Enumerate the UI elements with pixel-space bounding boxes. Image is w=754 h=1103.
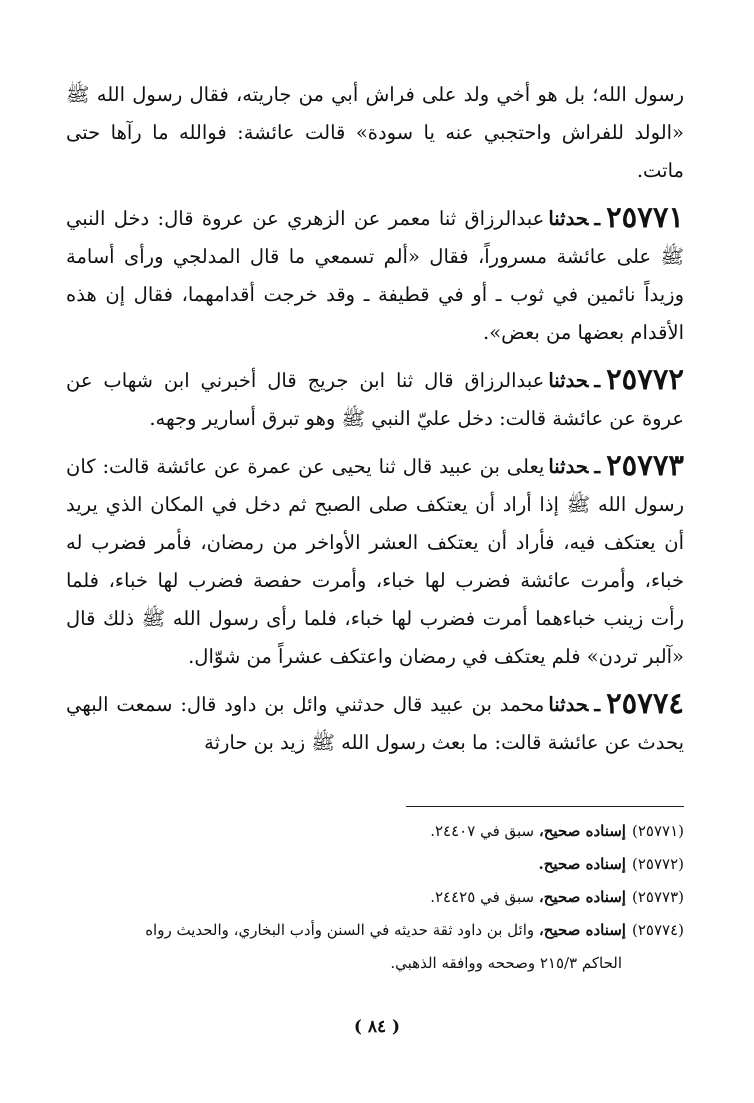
hadith-text: عبدالرزاق ثنا معمر عن الزهري عن عروة قال: دخل النبي ﷺ على عائشة مسروراً، فقال «ألم تسمعي ما قال المدلجي ورأى أسامة وزيداً نائمين في ثوب ـ أو في قطيفة ـ وقد خرجت أقدامهما، فقال إن هذه الأقدام بعضها من بعض». [66, 207, 684, 344]
hadith-lead: حدثنا [548, 693, 589, 716]
footnote-separator [406, 806, 684, 807]
footnote-continuation: الحاكم ٢١٥/٣ وصححه ووافقه الذهبي. [390, 954, 622, 972]
page-number: ( ٨٤ ) [353, 1017, 401, 1037]
hadith-number: ٢٥٧٧١ [606, 200, 684, 234]
hadith-25771 [66, 198, 684, 352]
hadith-lead: حدثنا [548, 207, 589, 230]
top-paragraph: رسول الله؛ بل هو أخي ولد على فراش أبي من جاريته، فقال رسول الله ﷺ «الولد للفراش واحتجبي عنه يا سودة» قالت عائشة: فوالله ما رآها حتى ماتت. [66, 83, 684, 182]
footnote [66, 815, 684, 848]
hadith-number: ٢٥٧٧٢ [606, 362, 684, 396]
footnote [66, 914, 684, 947]
footnote-text: سبق في ٢٤٤٢٥. [430, 888, 535, 906]
footnote [66, 848, 684, 881]
hadith-25772 [66, 360, 684, 438]
hadith-25773 [66, 446, 684, 676]
dash: ـ [594, 207, 601, 230]
dash: ـ [594, 455, 601, 478]
hadith-lead: حدثنا [548, 369, 589, 392]
footnote-grade: إسناده صحيح، [538, 822, 626, 840]
footnote [66, 881, 684, 914]
footnote-grade: إسناده صحيح، [538, 888, 626, 906]
footnote-grade: إسناده صحيح. [538, 855, 626, 873]
main-text [66, 76, 684, 762]
dash: ـ [594, 693, 601, 716]
footnote-ref: (٢٥٧٧٣) [631, 888, 684, 906]
hadith-number: ٢٥٧٧٣ [606, 448, 684, 482]
footnote-text: سبق في ٢٤٤٠٧. [430, 822, 535, 840]
footnotes [66, 815, 684, 980]
footnote-ref: (٢٥٧٧٢) [631, 855, 684, 873]
hadith-text: محمد بن عبيد قال حدثني وائل بن داود قال: سمعت البهي يحدث عن عائشة قالت: ما بعث رسول الله ﷺ زيد بن حارثة [66, 693, 684, 754]
hadith-text: عبدالرزاق قال ثنا ابن جريج قال أخبرني ابن شهاب عن عروة عن عائشة قالت: دخل عليّ النبي ﷺ وهو تبرق أسارير وجهه. [66, 369, 684, 430]
hadith-lead: حدثنا [548, 455, 589, 478]
dash: ـ [594, 369, 601, 392]
hadith-number: ٢٥٧٧٤ [606, 686, 684, 720]
footnote-ref: (٢٥٧٧١) [631, 822, 684, 840]
footnote-grade: إسناده صحيح، [538, 921, 626, 939]
footnote-text: وائل بن داود ثقة حديثه في السنن وأدب البخاري، والحديث رواه [145, 921, 535, 939]
footnote-ref: (٢٥٧٧٤) [631, 921, 684, 939]
hadith-25774 [66, 684, 684, 762]
hadith-text: يعلى بن عبيد قال ثنا يحيى عن عمرة عن عائشة قالت: كان رسول الله ﷺ إذا أراد أن يعتكف صلى الصبح ثم دخل في المكان الذي يريد أن يعتكف فيه، فأراد أن يعتكف العشر الأواخر من رمضان، فأمر فضرب له خباء، وأمرت عائشة فضرب لها خباء، وأمرت حفصة فضرب لها خباء، فلما رأت زينب خباءهما أمرت فضرب لها خباء، فلما رأى رسول الله ﷺ ذلك قال «آلبر تردن» فلم يعتكف في رمضان واعتكف عشراً من شوّال. [66, 455, 684, 668]
